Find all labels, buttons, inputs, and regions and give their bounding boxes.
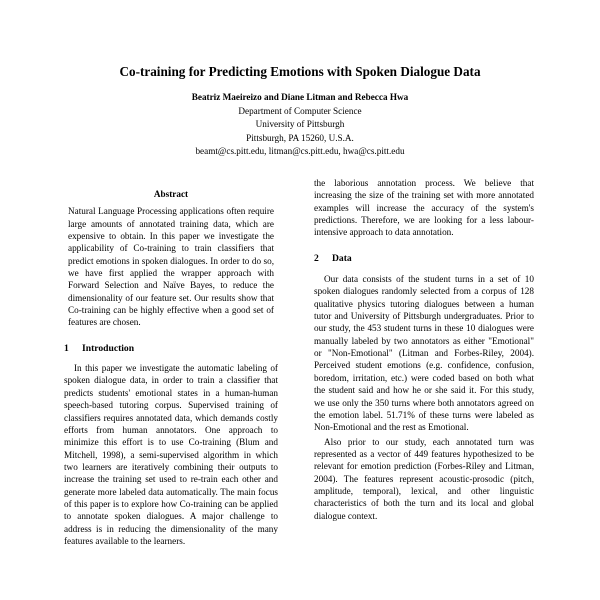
section-title: Introduction (82, 342, 135, 354)
introduction-continued-paragraph: the laborious annotation process. We believe that increasing the size of the training set with more annotated examples will increase the accuracy of the system's predictions. Therefore, we are looking for a less labour-intensive approach to data annotation. (314, 178, 534, 238)
section-title: Data (332, 252, 352, 264)
section-number: 2 (314, 252, 319, 264)
abstract-text: Natural Language Processing applications often require large amounts of annotated training data, which are expensive to obtain. In this paper we investigate the applicability of Co-training to train classifiers that predict emotions in spoken dialogues. In order to do so, we have first applied the wrapper approach with Forward Selection and Naïve Bayes, to reduce the dimensionality of our feature set. Our results show that Co-training can be highly effective when a good set of features are chosen. (68, 206, 274, 328)
right-column (314, 177, 534, 522)
author-block (0, 91, 600, 159)
abstract-heading: Abstract (153, 189, 189, 199)
section-number: 1 (64, 342, 69, 354)
author-emails: beamt@cs.pitt.edu, litman@cs.pitt.edu, hwa@cs.pitt.edu (195, 146, 405, 157)
left-column (64, 188, 278, 547)
author-university: University of Pittsburgh (255, 119, 345, 130)
introduction-paragraph: In this paper we investigate the automatic labeling of spoken dialogue data, in order to train a classifier that predicts students' emotional states in a human-human speech-based tutoring corpus. Supervised training of classifiers requires annotated data, which demands costly efforts from human annotators. One approach to minimize this effort is to use Co-training (Blum and Mitchell, 1998), a semi-supervised algorithm in which two learners are iteratively combining their outputs to increase the training set used to re-train each other and generate more labeled data automatically. The main focus of this paper is to explore how Co-training can be applied to annotate spoken dialogues. A major challenge to address is in reducing the dimensionality of the many features available to the learners. (64, 363, 278, 546)
paper-title: Co-training for Predicting Emotions with Spoken Dialogue Data (119, 64, 481, 79)
author-address: Pittsburgh, PA 15260, U.S.A. (246, 132, 354, 143)
section-heading-introduction (64, 343, 278, 355)
section-heading-data (314, 253, 534, 265)
data-paragraph-2: Also prior to our study, each annotated turn was represented as a vector of 449 features hypothesized to be relevant for emotion prediction (Forbes-Riley and Litman, 2004). The features represent acoustic-prosodic (pitch, amplitude, temporal), lexical, and other linguistic characteristics of both the turn and its local and global dialogue context. (314, 436, 534, 521)
author-names: Beatriz Maeireizo and Diane Litman and Rebecca Hwa (191, 92, 409, 102)
data-paragraph-1: Our data consists of the student turns in a set of 10 spoken dialogues randomly selected from a corpus of 128 qualitative physics tutoring dialogues between a human tutor and University of Pittsburgh undergraduates. Prior to our study, the 453 student turns in these 10 dialogues were manually labeled by two annotators as either "Emotional" or "Non-Emotional" (Litman and Forbes-Riley, 2004). Perceived student emotions (e.g. confidence, confusion, boredom, irritation, etc.) were coded based on both what the student said and how he or she said it. For this study, we use only the 350 turns where both annotators agreed on the emotion label. 51.71% of these turns were labeled as Non-Emotional and the rest as Emotional. (314, 274, 534, 433)
author-department: Department of Computer Science (238, 105, 362, 116)
